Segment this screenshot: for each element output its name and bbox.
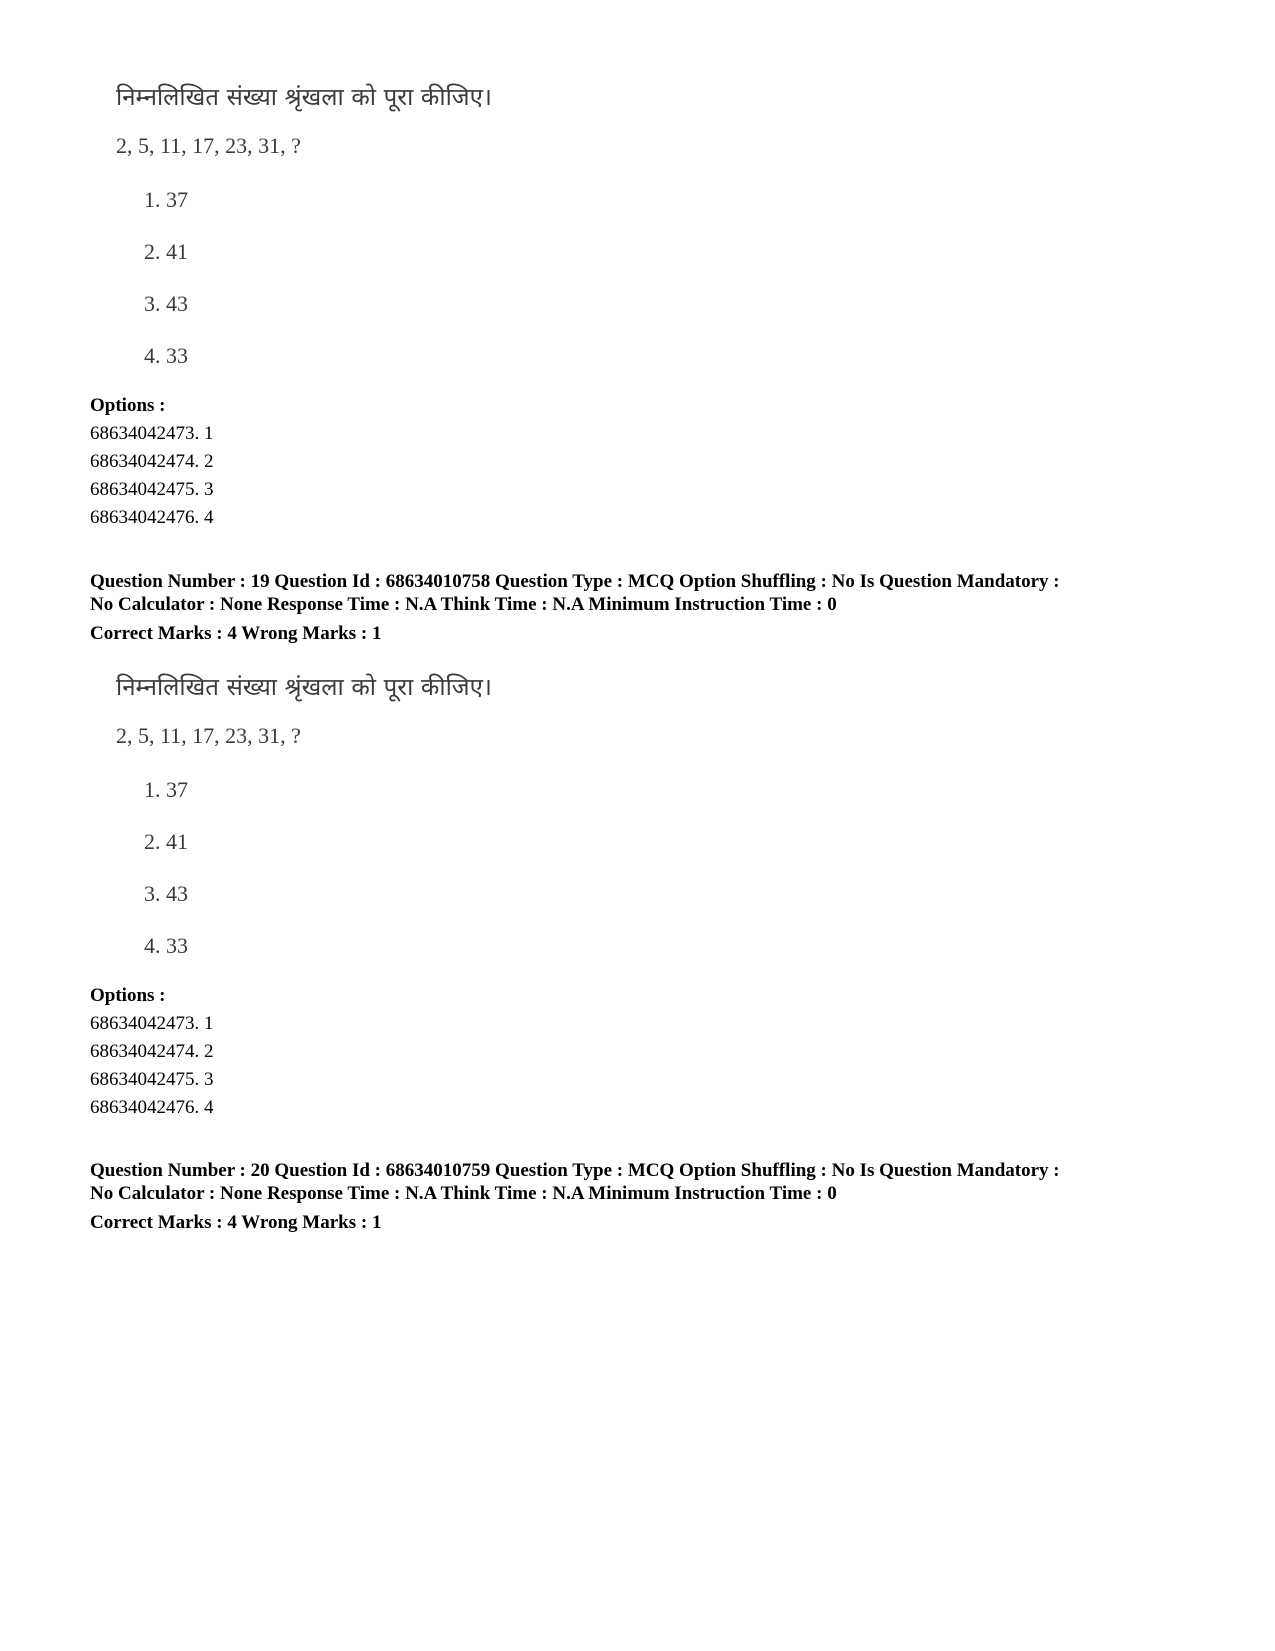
question-18-image bbox=[116, 82, 492, 410]
question-20-meta bbox=[90, 1159, 1210, 1237]
question-18-choice-2: 2. 41 bbox=[144, 239, 188, 264]
question-19-choice-1: 1. 37 bbox=[144, 777, 188, 802]
question-20-meta-line-2: No Calculator : None Response Time : N.A Think Time : N.A Minimum Instruction Time : 0 bbox=[90, 1183, 837, 1204]
question-19-image bbox=[116, 672, 492, 1000]
question-20-meta-line-1: Question Number : 20 Question Id : 68634010759 Question Type : MCQ Option Shuffling : No Is Question Mandatory : bbox=[90, 1160, 1060, 1181]
option-line: 68634042476. 4 bbox=[90, 1097, 214, 1118]
question-18-series: 2, 5, 11, 17, 23, 31, ? bbox=[116, 133, 301, 158]
question-18-choices bbox=[144, 186, 492, 394]
question-19-choices bbox=[144, 776, 492, 984]
question-19-text: निम्नलिखित संख्या श्रृंखला को पूरा कीजिए। bbox=[116, 673, 492, 701]
question-19-options bbox=[90, 982, 214, 1122]
question-18-choice-4: 4. 33 bbox=[144, 343, 188, 368]
option-line: 68634042475. 3 bbox=[90, 479, 214, 500]
question-19-choice-2: 2. 41 bbox=[144, 829, 188, 854]
question-19-choice-3: 3. 43 bbox=[144, 881, 188, 906]
question-18-options bbox=[90, 392, 214, 532]
question-20-marks: Correct Marks : 4 Wrong Marks : 1 bbox=[90, 1212, 382, 1233]
option-line: 68634042473. 1 bbox=[90, 1013, 214, 1034]
option-line: 68634042474. 2 bbox=[90, 451, 214, 472]
question-19-series: 2, 5, 11, 17, 23, 31, ? bbox=[116, 723, 301, 748]
question-19-meta-line-2: No Calculator : None Response Time : N.A Think Time : N.A Minimum Instruction Time : 0 bbox=[90, 594, 837, 615]
question-18-choice-3: 3. 43 bbox=[144, 291, 188, 316]
options-title: Options : bbox=[90, 985, 166, 1006]
question-19-meta-line-1: Question Number : 19 Question Id : 68634010758 Question Type : MCQ Option Shuffling : No Is Question Mandatory : bbox=[90, 571, 1060, 592]
options-title: Options : bbox=[90, 395, 166, 416]
option-line: 68634042473. 1 bbox=[90, 423, 214, 444]
question-18-text: निम्नलिखित संख्या श्रृंखला को पूरा कीजिए। bbox=[116, 83, 492, 111]
question-19-marks: Correct Marks : 4 Wrong Marks : 1 bbox=[90, 623, 382, 644]
question-19-choice-4: 4. 33 bbox=[144, 933, 188, 958]
option-line: 68634042475. 3 bbox=[90, 1069, 214, 1090]
question-19-meta bbox=[90, 570, 1210, 648]
option-line: 68634042474. 2 bbox=[90, 1041, 214, 1062]
question-18-choice-1: 1. 37 bbox=[144, 187, 188, 212]
option-line: 68634042476. 4 bbox=[90, 507, 214, 528]
